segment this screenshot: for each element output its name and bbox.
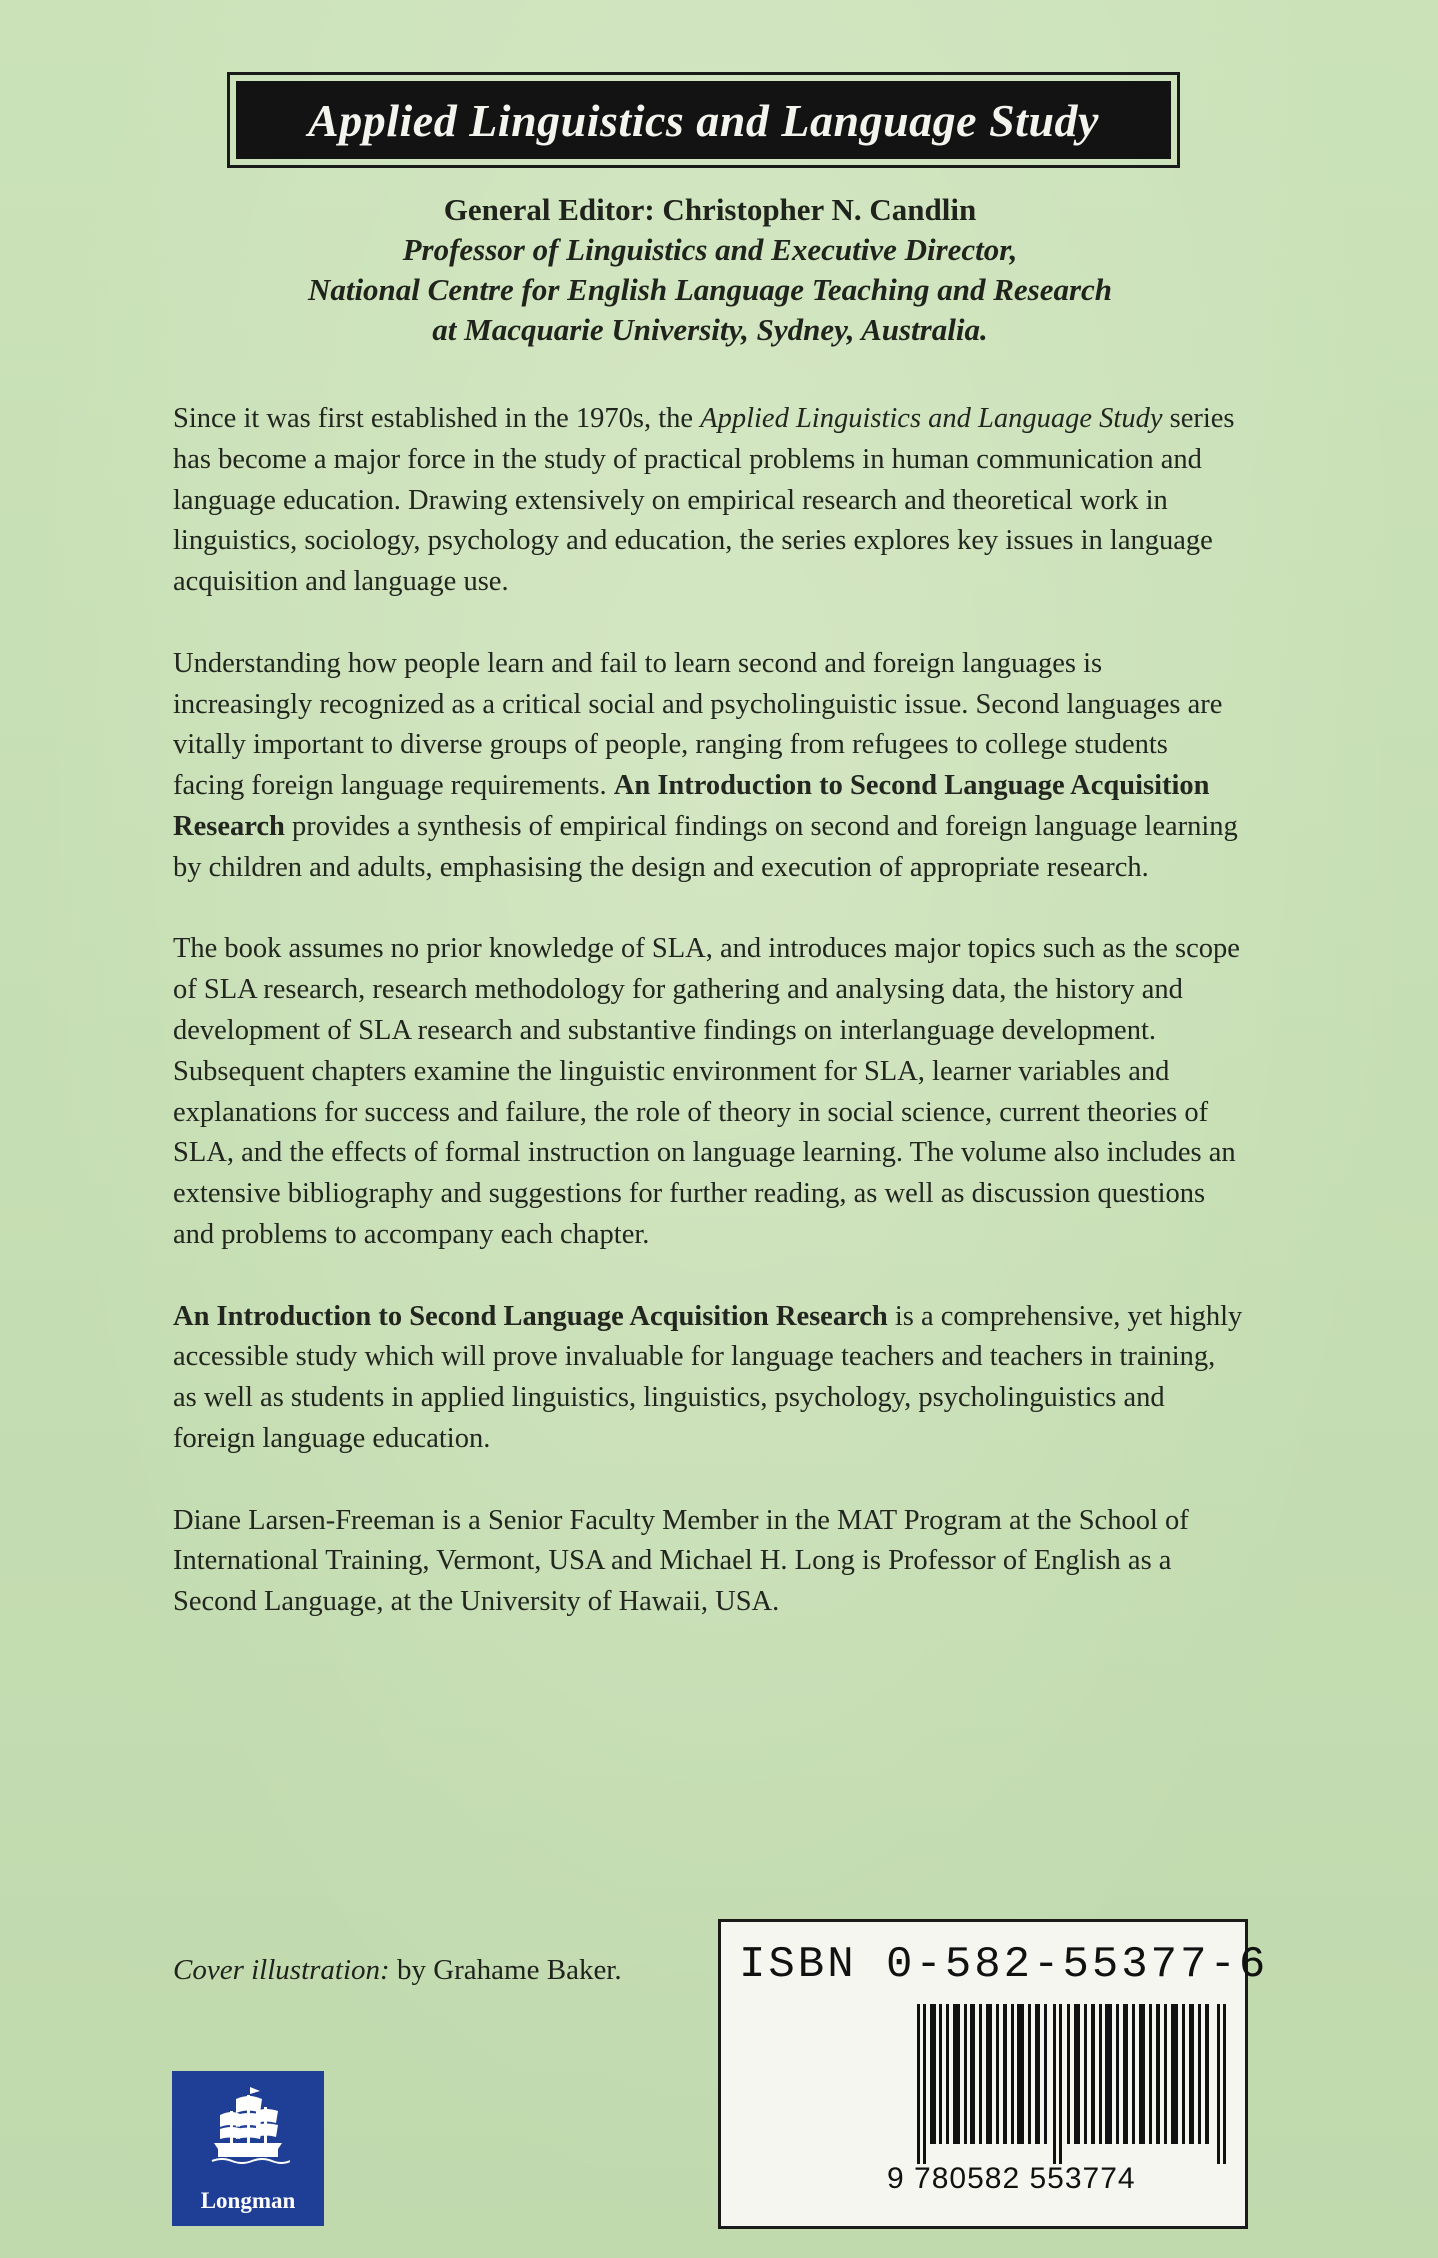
- general-editor-location: at Macquarie University, Sydney, Australia.: [432, 312, 988, 347]
- blurb: [173, 399, 1243, 1664]
- book-title-inline: An Introduction to Second Language Acquisition Research: [173, 1300, 888, 1332]
- blurb-paragraph-contents: The book assumes no prior knowledge of SLA, and introduces major topics such as the scope of SLA research, research methodology for gathering and analysing data, the history and development of SLA research and substantive findings on interlanguage development. Subsequent chapters examine the linguistic environment for SLA, learner variables and explanations for success and failure, the role of theory in social science, current theories of SLA, and the effects of formal instruction on language learning. The volume also includes an extensive bibliography and suggestions for further reading, as well as discussion questions and problems to accompany each chapter.: [173, 933, 1240, 1250]
- series-name-inline: Applied Linguistics and Language Study: [700, 403, 1163, 434]
- general-editor-name: General Editor: Christopher N. Candlin: [443, 192, 977, 227]
- blurb-paragraph-series: [173, 399, 1243, 603]
- isbn-barcode-panel: [718, 1919, 1269, 2229]
- general-editor-block: [180, 190, 1240, 350]
- general-editor-affiliation: National Centre for English Language Teaching and Research: [307, 272, 1113, 307]
- publisher-logo: [172, 2071, 324, 2226]
- barcode-icon: [917, 2004, 1229, 2164]
- blurb-paragraph-series-rest: series has become a major force in the study of practical problems in human communication and language education. Drawing extensively on empirical research and theoretical work in linguistics, sociology, psychology and education, the series explores key issues in language acquisition and language use.: [173, 403, 1235, 598]
- barcode-number: 9 780582 553774: [887, 2162, 1136, 2195]
- series-title: Applied Linguistics and Language Study: [308, 94, 1099, 146]
- blurb-paragraph-audience: [173, 1297, 1243, 1460]
- cover-illustration-label: Cover illustration:: [173, 1954, 390, 1986]
- publisher-name: Longman: [200, 2188, 296, 2213]
- cover-illustration-credit: [173, 1950, 622, 1990]
- blurb-paragraph-overview-rest: provides a synthesis of empirical findings on second and foreign language learning by children and adults, emphasising the design and execution of appropriate research.: [173, 810, 1238, 883]
- isbn-number: ISBN 0-582-55377-6: [739, 1940, 1269, 1990]
- series-title-banner: [227, 72, 1180, 168]
- ship-icon: [206, 2081, 290, 2173]
- blurb-paragraph-authors: Diane Larsen-Freeman is a Senior Faculty Member in the MAT Program at the School of International Training, Vermont, USA and Michael H. Long is Professor of English as a Second Language, at the University of Hawaii, USA.: [173, 1504, 1189, 1618]
- blurb-paragraph-overview-intro: Understanding how people learn and fail to learn second and foreign languages is increasingly recognized as a critical social and psycholinguistic issue. Second languages are vitally important to diverse groups of people, ranging from refugees to college students facing foreign language requirements.: [173, 647, 1223, 802]
- general-editor-title: Professor of Linguistics and Executive Director,: [402, 232, 1018, 267]
- cover-illustration-artist: by Grahame Baker.: [389, 1954, 622, 1986]
- blurb-paragraph-series-intro: Since it was first established in the 1970s, the: [173, 403, 701, 434]
- blurb-paragraph-overview: [173, 644, 1243, 889]
- book-title-inline: An Introduction to Second Language Acquisition Research: [173, 770, 1210, 842]
- series-title-banner-inner: [236, 81, 1171, 159]
- blurb-paragraph-audience-rest: is a comprehensive, yet highly accessible study which will prove invaluable for language teachers and teachers in training, as well as students in applied linguistics, linguistics, psychology, psycholinguistics and foreign language education.: [173, 1300, 1243, 1454]
